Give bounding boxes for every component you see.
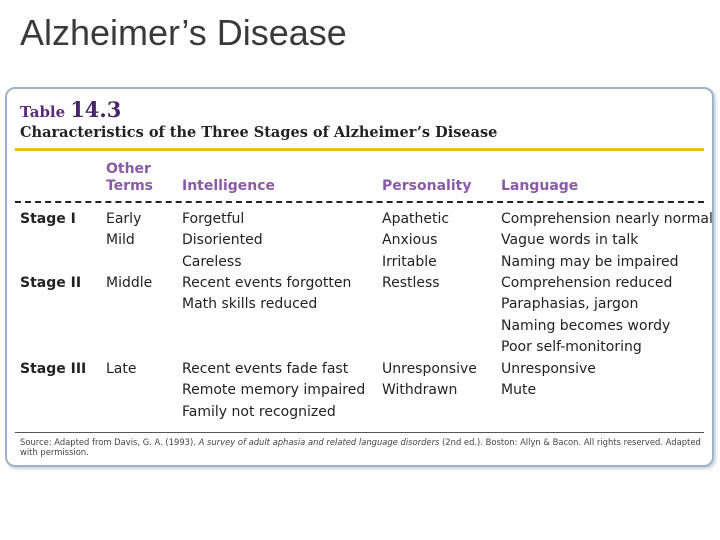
slide-title: Alzheimer’s Disease <box>20 12 347 53</box>
column-header-other-terms <box>106 161 153 195</box>
source-divider <box>15 432 704 433</box>
stage-label: Stage II <box>20 275 82 291</box>
stage-label: Stage I <box>20 211 76 227</box>
cell-line: Apathetic <box>382 211 450 227</box>
cell-line: Mild <box>106 232 135 249</box>
other-terms-cell <box>106 359 136 380</box>
source-suffix: (2nd ed.). Boston: Allyn & Bacon. All rights reserved. Adapted with permission. <box>20 437 701 457</box>
cell-line: Disoriented <box>182 232 263 249</box>
table-label <box>20 97 121 122</box>
heading-rule <box>15 148 704 151</box>
cell-line: Late <box>106 361 137 377</box>
intelligence-cell <box>182 273 351 316</box>
cell-line: Careless <box>182 253 242 270</box>
source-prefix: Source: Adapted from Davis, G. A. (1993). <box>20 437 199 447</box>
source-book-title: A survey of adult aphasia and related language disorders <box>198 437 440 447</box>
cell-line: Naming becomes wordy <box>501 317 671 334</box>
column-header-other-terms-line2: Terms <box>106 178 154 194</box>
cell-line: Restless <box>382 275 440 291</box>
table-label-word: Table <box>20 103 66 121</box>
cell-line: Comprehension nearly normal <box>501 211 713 227</box>
cell-line: Poor self-monitoring <box>501 339 642 356</box>
cell-line: Mute <box>501 382 537 399</box>
intelligence-cell <box>182 359 365 423</box>
cell-line: Comprehension reduced <box>501 275 673 291</box>
cell-line: Paraphasias, jargon <box>501 296 639 313</box>
column-header-intelligence: Intelligence <box>182 178 276 194</box>
cell-line: Middle <box>106 275 153 291</box>
cell-line: Anxious <box>382 232 438 249</box>
cell-line: Unresponsive <box>501 361 596 377</box>
language-cell <box>501 209 713 273</box>
cell-line: Recent events forgotten <box>182 275 352 291</box>
column-header-language: Language <box>501 178 579 194</box>
other-terms-cell <box>106 273 152 294</box>
cell-line: Unresponsive <box>382 361 477 377</box>
cell-line: Vague words in talk <box>501 232 639 249</box>
cell-line: Recent events fade fast <box>182 361 349 377</box>
table-number: 14.3 <box>70 97 122 122</box>
cell-line: Math skills reduced <box>182 296 318 313</box>
cell-line: Remote memory impaired <box>182 382 366 399</box>
column-header-other-terms-line1: Other <box>106 161 151 177</box>
intelligence-cell <box>182 209 263 273</box>
header-divider <box>15 201 704 203</box>
cell-line: Early <box>106 211 142 227</box>
personality-cell <box>382 209 449 273</box>
column-header-personality: Personality <box>382 178 472 194</box>
cell-line: Family not recognized <box>182 403 336 420</box>
personality-cell <box>382 359 477 402</box>
table-heading: Characteristics of the Three Stages of Alzheimer’s Disease <box>20 124 498 141</box>
cell-line: Forgetful <box>182 211 245 227</box>
cell-line: Naming may be impaired <box>501 253 679 270</box>
cell-line: Withdrawn <box>382 382 458 399</box>
cell-line: Irritable <box>382 253 437 270</box>
other-terms-cell <box>106 209 141 252</box>
personality-cell <box>382 273 440 294</box>
language-cell <box>501 359 596 402</box>
stage-label: Stage III <box>20 361 87 377</box>
source-note <box>20 437 710 457</box>
language-cell <box>501 273 672 359</box>
